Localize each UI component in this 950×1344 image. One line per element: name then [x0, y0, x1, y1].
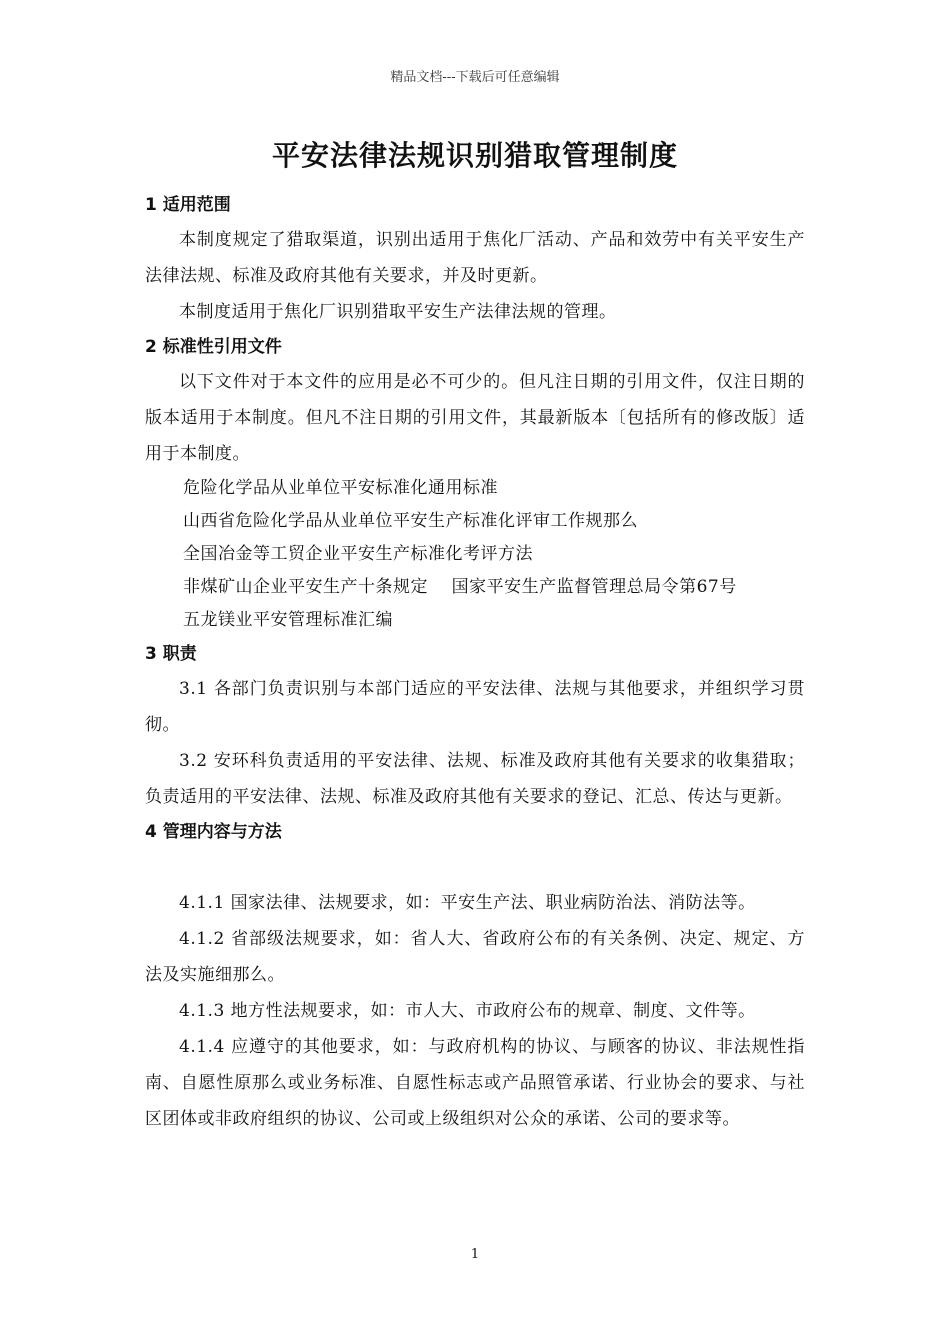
paragraph: 4.1.3 地方性法规要求，如：市人大、市政府公布的规章、制度、文件等。 [179, 1001, 756, 1021]
document-title: 平安法律法规识别猎取管理制度 [271, 139, 678, 172]
reference-item: 山西省危险化学品从业单位平安生产标准化评审工作规那么 [183, 511, 638, 531]
paragraph: 本制度规定了猎取渠道，识别出适用于焦化厂活动、产品和效劳中有关平安生产法律法规、标准及政府其他有关要求，并及时更新。 [145, 230, 805, 286]
section-heading-duties: 3 职责 [145, 644, 197, 664]
section-heading-references: 2 标准性引用文件 [145, 337, 282, 357]
section-heading-scope: 1 适用范围 [145, 195, 231, 215]
paragraph: 4.1.1 国家法律、法规要求，如：平安生产法、职业病防治法、消防法等。 [179, 893, 756, 913]
paragraph: 4.1.2 省部级法规要求，如：省人大、省政府公布的有关条例、决定、规定、方法及实施细那么。 [145, 929, 805, 985]
spacer [145, 849, 805, 885]
page-header: 精品文档---下载后可任意编辑 [390, 70, 560, 85]
paragraph: 本制度适用于焦化厂识别猎取平安生产法律法规的管理。 [179, 302, 617, 322]
page-number: 1 [470, 1247, 480, 1262]
reference-item: 危险化学品从业单位平安标准化通用标准 [183, 478, 498, 498]
paragraph: 4.1.4 应遵守的其他要求，如：与政府机构的协议、与顾客的协议、非法规性指南、自愿性原那么或业务标准、自愿性标志或产品照管承诺、行业协会的要求、与社区团体或非政府组织的协议、公司或上级组织对公众的承诺、公司的要求等。 [145, 1037, 805, 1129]
reference-item: 非煤矿山企业平安生产十条规定 国家平安生产监督管理总局令第67号 [183, 577, 737, 597]
reference-item: 全国冶金等工贸企业平安生产标准化考评方法 [183, 544, 533, 564]
paragraph: 3.1 各部门负责识别与本部门适应的平安法律、法规与其他要求，并组织学习贯彻。 [145, 679, 805, 735]
section-heading-management: 4 管理内容与方法 [145, 822, 282, 842]
reference-item: 五龙镁业平安管理标准汇编 [183, 610, 393, 630]
paragraph: 3.2 安环科负责适用的平安法律、法规、标准及政府其他有关要求的收集猎取；负责适用的平安法律、法规、标准及政府其他有关要求的登记、汇总、传达与更新。 [145, 751, 805, 807]
document-body [145, 188, 805, 1137]
paragraph: 以下文件对于本文件的应用是必不可少的。但凡注日期的引用文件，仅注日期的版本适用于本制度。但凡不注日期的引用文件，其最新版本〔包括所有的修改版〕适用于本制度。 [145, 372, 805, 464]
